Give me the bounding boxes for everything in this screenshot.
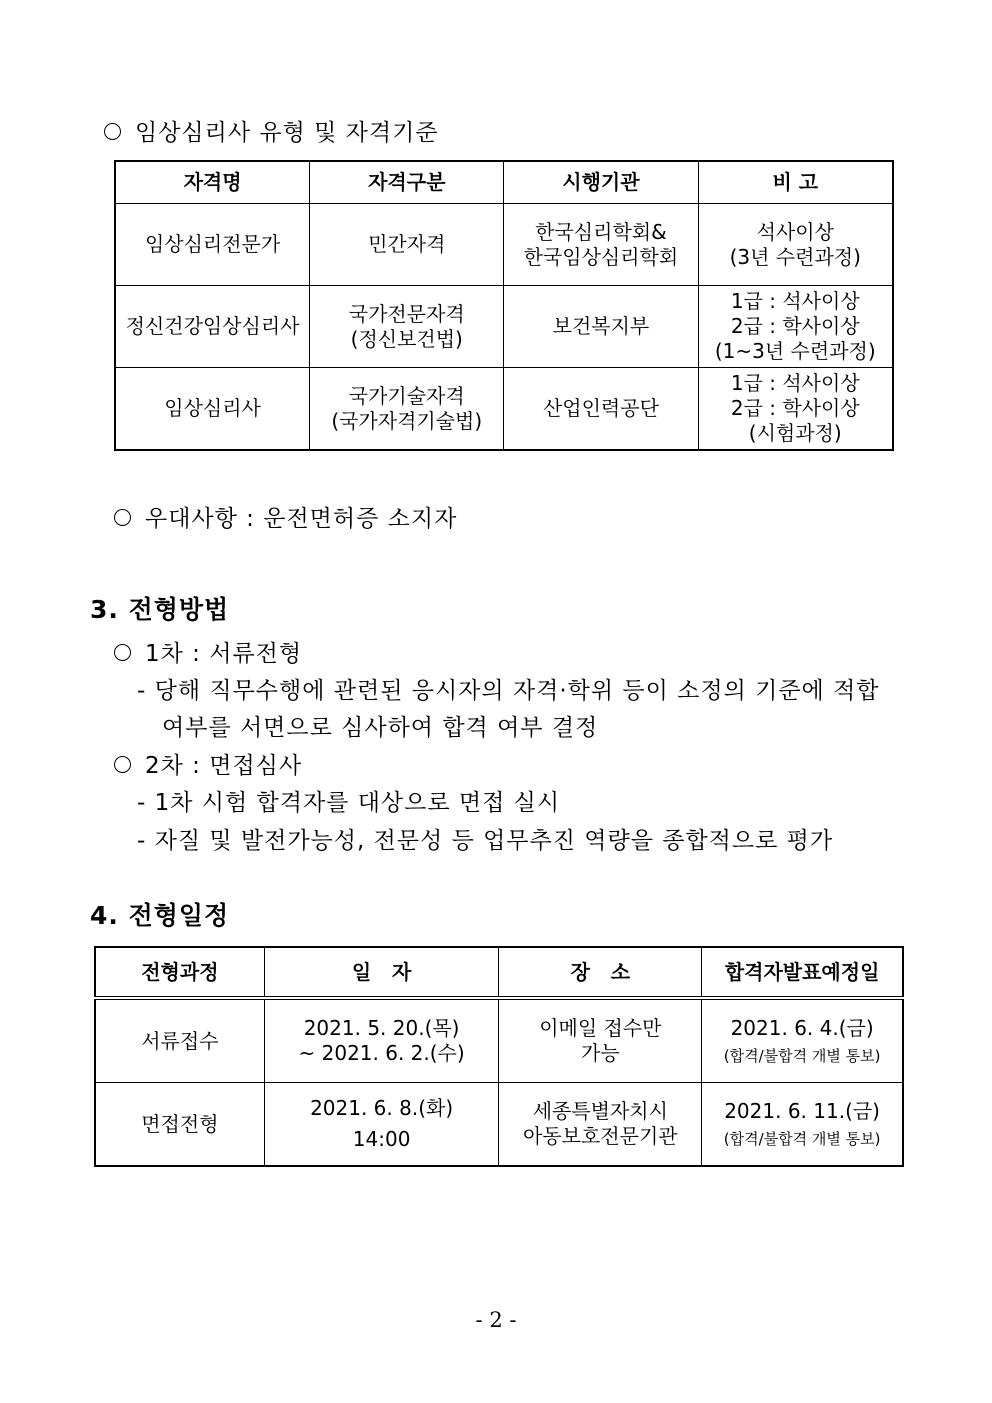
cell-org: 산업인력공단 <box>504 368 698 451</box>
header-cell: 합격자발표예정일 <box>702 947 903 998</box>
step1-line: 1차 : 서류전형 <box>114 635 302 668</box>
table-row <box>115 368 893 451</box>
cell-note: 1급 : 석사이상 2급 : 학사이상 (1~3년 수련과정) <box>698 286 893 368</box>
cell-place: 세종특별자치시 아동보호전문기관 <box>499 1083 702 1167</box>
table-header-row <box>95 947 903 998</box>
circle-bullet-icon <box>104 123 121 140</box>
circle-bullet-icon <box>114 509 131 526</box>
qualification-heading: 임상심리사 유형 및 자격기준 <box>104 114 439 147</box>
cell-org: 한국심리학회& 한국임상심리학회 <box>504 204 698 286</box>
header-cell: 일 자 <box>264 947 499 998</box>
table-header-row <box>115 161 893 204</box>
page-number: - 2 - <box>475 1308 517 1332</box>
header-cell: 시행기관 <box>504 161 698 204</box>
cell-note: 석사이상 (3년 수련과정) <box>698 204 893 286</box>
cell-name: 정신건강임상심리사 <box>115 286 310 368</box>
cell-name: 임상심리전문가 <box>115 204 310 286</box>
header-cell: 전형과정 <box>95 947 264 998</box>
cell-date: 2021. 5. 20.(목) ~ 2021. 6. 2.(수) <box>264 998 499 1083</box>
cell-announce: 2021. 6. 4.(금) (합격/불합격 개별 통보) <box>702 998 903 1083</box>
step1-desc-line2: 여부를 서면으로 심사하여 합격 여부 결정 <box>162 715 599 741</box>
cell-announce: 2021. 6. 11.(금) (합격/불합격 개별 통보) <box>702 1083 903 1167</box>
step2-desc-a: - 1차 시험 합격자를 대상으로 면접 실시 <box>137 790 561 816</box>
cell-date: 2021. 6. 8.(화) 14:00 <box>264 1083 499 1167</box>
cell-stage: 면접전형 <box>95 1083 264 1167</box>
cell-stage: 서류접수 <box>95 998 264 1083</box>
step2-line: 2차 : 면접심사 <box>114 747 302 780</box>
table-row <box>95 1083 903 1167</box>
cell-type: 국가기술자격 (국가자격기술법) <box>310 368 504 451</box>
cell-type: 국가전문자격 (정신보건법) <box>310 286 504 368</box>
preference-line: 우대사항 : 운전면허증 소지자 <box>114 500 457 533</box>
schedule-table <box>94 946 904 1167</box>
circle-bullet-icon <box>114 644 131 661</box>
header-cell: 장 소 <box>499 947 702 998</box>
cell-note: 1급 : 석사이상 2급 : 학사이상 (시험과정) <box>698 368 893 451</box>
table-row <box>115 204 893 286</box>
header-cell: 자격명 <box>115 161 310 204</box>
section-title-schedule: 4. 전형일정 <box>90 901 230 930</box>
step1-desc-line1: - 당해 직무수행에 관련된 응시자의 자격·학위 등이 소정의 기준에 적합 <box>137 678 880 704</box>
step2-desc-b: - 자질 및 발전가능성, 전문성 등 업무추진 역량을 종합적으로 평가 <box>137 828 834 854</box>
table-row <box>95 998 903 1083</box>
table-row <box>115 286 893 368</box>
cell-org: 보건복지부 <box>504 286 698 368</box>
header-cell: 자격구분 <box>310 161 504 204</box>
section-title-method: 3. 전형방법 <box>90 595 230 624</box>
qualification-table <box>114 160 894 451</box>
cell-place: 이메일 접수만 가능 <box>499 998 702 1083</box>
circle-bullet-icon <box>114 756 131 773</box>
cell-name: 임상심리사 <box>115 368 310 451</box>
cell-type: 민간자격 <box>310 204 504 286</box>
header-cell: 비 고 <box>698 161 893 204</box>
